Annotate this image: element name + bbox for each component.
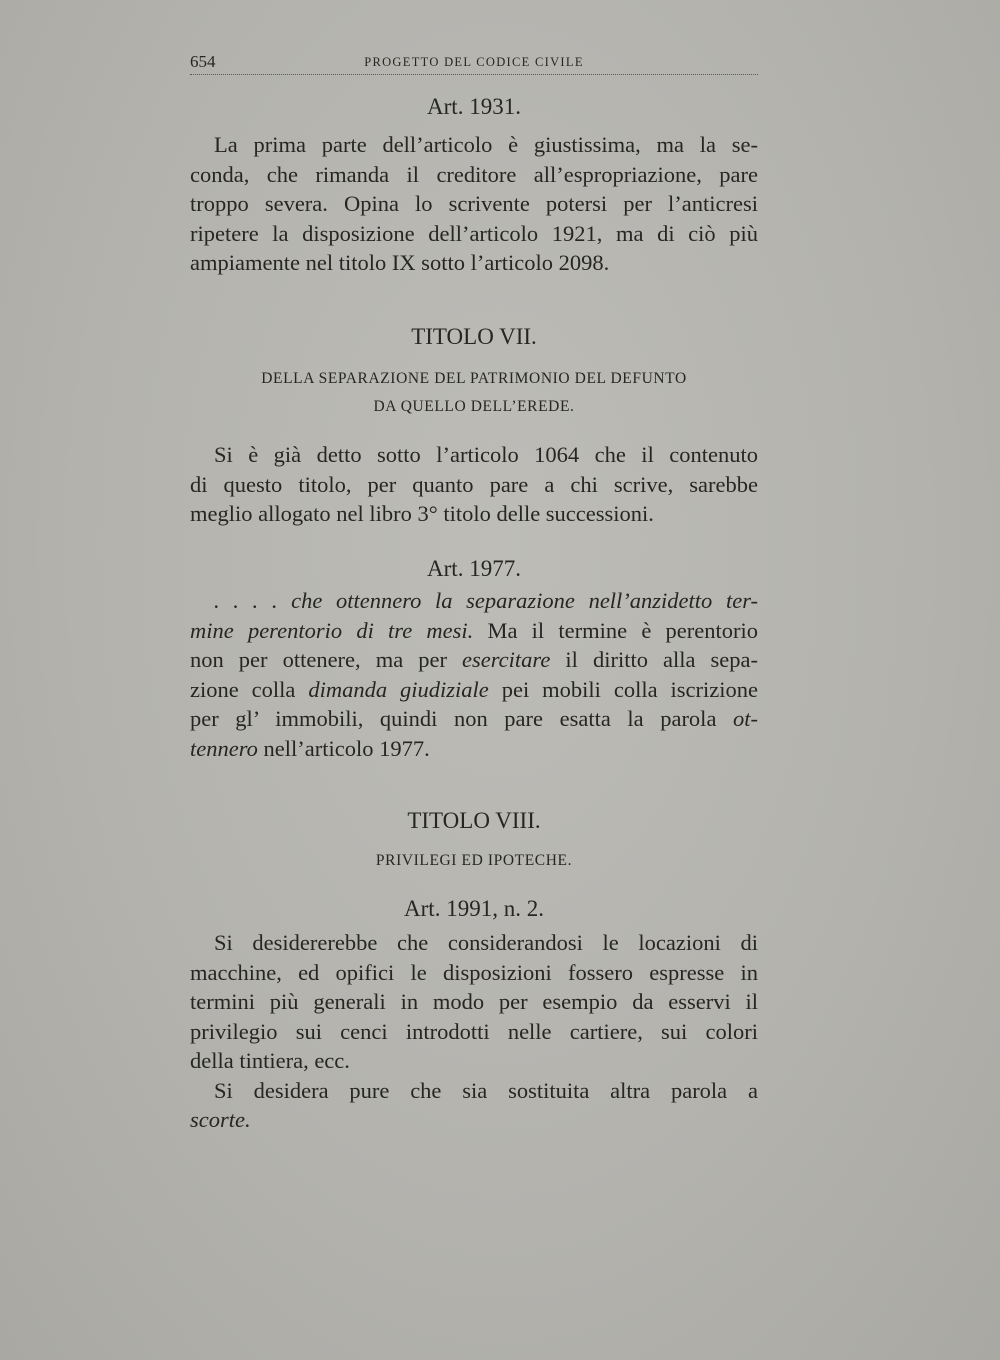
titolo-viii-heading: TITOLO VIII. <box>407 808 541 833</box>
running-title: PROGETTO DEL CODICE CIVILE <box>364 55 584 69</box>
art-1931-heading: Art. 1931. <box>427 94 521 119</box>
paragraph-line <box>190 675 758 705</box>
text-run: non per ottenere, ma per <box>190 647 463 672</box>
italic-word: dimanda giudiziale <box>308 676 489 702</box>
italic-word: ot- <box>733 706 758 731</box>
text-run: il diritto alla sepa- <box>550 647 758 672</box>
paragraph-line: privilegio sui cenci introdotti nelle cartiere, sui colori <box>190 1018 758 1044</box>
italic-quote: mine perentorio di tre mesi. <box>190 617 474 643</box>
paragraph-line: conda, che rimanda il creditore all’espropriazione, pare <box>190 161 758 187</box>
italic-word: scorte. <box>190 1107 251 1132</box>
paragraph-line: della tintiera, ecc. <box>190 1048 350 1073</box>
text-run: per gl’ immobili, quindi non pare esatta la parola <box>190 706 733 731</box>
titolo-viii-subheading: PRIVILEGI ED IPOTECHE. <box>375 852 573 869</box>
paragraph-line: meglio allogato nel libro 3° titolo delle successioni. <box>190 501 654 526</box>
art-1977-paragraph <box>190 586 758 763</box>
paragraph-line: Si è già detto sotto l’articolo 1064 che il contenuto <box>214 442 758 467</box>
page-number: 654 <box>190 52 216 71</box>
titolo-vii-subheading-2: DA QUELLO DELL’EREDE. <box>373 398 575 415</box>
paragraph-line: Si desidererebbe che considerandosi le locazioni di <box>214 930 758 955</box>
paragraph-line: macchine, ed opifici le disposizioni fossero espresse in <box>190 959 758 985</box>
paragraph-line: troppo severa. Opina lo scrivente potersi per l’anticresi <box>190 191 758 216</box>
paragraph-line: ripetere la disposizione dell’articolo 1921, ma di ciò più <box>190 220 758 246</box>
art-1931-paragraph <box>190 130 758 278</box>
art-1991-heading: Art. 1991, n. 2. <box>404 896 544 921</box>
art-1977-heading: Art. 1977. <box>427 556 521 581</box>
paragraph-line <box>190 586 758 616</box>
italic-quote: . . . . che ottennero la separazione nell’anzidetto ter- <box>214 588 758 613</box>
art-1991-paragraph <box>190 928 758 1135</box>
text-run: nell’articolo 1977. <box>257 735 430 761</box>
paragraph-line <box>190 734 758 764</box>
paragraph-line: ampiamente nel titolo IX sotto l’articolo 2098. <box>190 250 610 275</box>
text-run: Ma il termine è perentorio <box>473 617 758 643</box>
paragraph-line <box>190 704 758 734</box>
titolo-vii-paragraph <box>190 440 758 529</box>
paragraph-line: Si desidera pure che sia sostituita altra parola a <box>214 1077 758 1103</box>
running-header <box>190 50 758 75</box>
italic-word: tennero <box>190 735 258 761</box>
titolo-vii-heading: TITOLO VII. <box>411 324 537 349</box>
titolo-vii-subheading-1: DELLA SEPARAZIONE DEL PATRIMONIO DEL DEFUNTO <box>261 370 687 387</box>
paragraph-line <box>190 616 758 646</box>
paragraph-line: termini più generali in modo per esempio da esservi il <box>190 989 758 1014</box>
italic-word: esercitare <box>462 647 551 672</box>
text-run: pei mobili colla iscrizione <box>488 676 759 702</box>
paragraph-line <box>190 1105 758 1135</box>
paragraph-line: di questo titolo, per quanto pare a chi scrive, sarebbe <box>190 471 758 497</box>
paragraph-line: La prima parte dell’articolo è giustissima, ma la se- <box>214 132 758 157</box>
paragraph-line <box>190 645 758 675</box>
text-run: zione colla <box>190 676 309 702</box>
